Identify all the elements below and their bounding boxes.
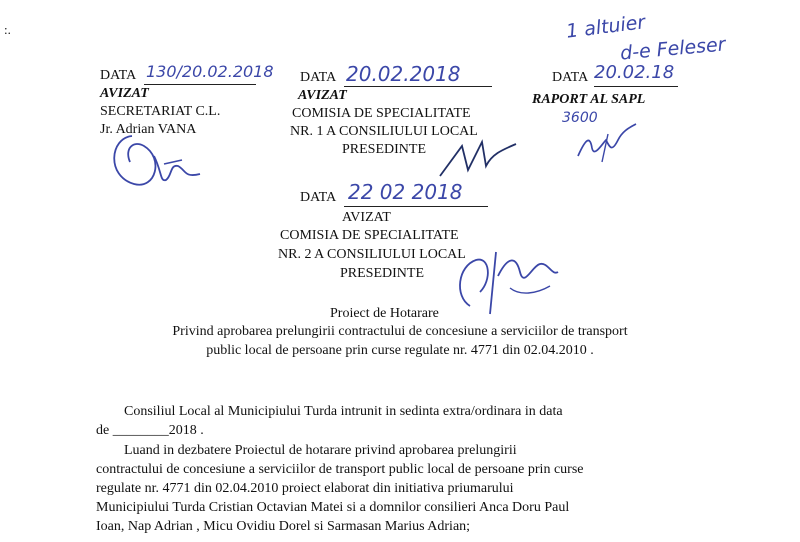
paragraph-1-line1: Consiliul Local al Municipiului Turda intrunit in sedinta extra/ordinara in data xyxy=(124,404,563,419)
signature-commission-2 xyxy=(440,236,570,316)
commission-name: COMISIA DE SPECIALITATE xyxy=(292,106,471,121)
status-avizat: AVIZAT xyxy=(342,210,391,225)
project-title: Proiect de Hotarare xyxy=(330,306,439,321)
status-avizat: AVIZAT xyxy=(100,86,149,101)
date-underline xyxy=(344,86,492,87)
paragraph-1-line2: de ________2018 . xyxy=(96,423,204,438)
handwritten-annotation-line1: 1 altuier xyxy=(564,11,647,43)
signature-secretariat xyxy=(104,128,214,194)
corner-mark: :. xyxy=(4,22,11,37)
date-label: DATA xyxy=(100,68,137,83)
date-value-handwritten: 130/20.02.2018 xyxy=(146,62,274,81)
paragraph-2-line3: regulate nr. 4771 din 02.04.2010 proiect elaborat din initiativa priumarului xyxy=(96,481,514,496)
paragraph-2-line4: Municipiului Turda Cristian Octavian Matei si a domnilor consilieri Anca Doru Paul xyxy=(96,500,570,515)
date-label: DATA xyxy=(300,190,337,205)
date-value-handwritten: 20.02.2018 xyxy=(346,62,461,86)
project-subtitle-line1: Privind aprobarea prelungirii contractului de concesiune a serviciilor de transport xyxy=(172,324,628,339)
date-label: DATA xyxy=(300,70,337,85)
date-underline xyxy=(144,84,256,85)
person-name: Jr. Adrian VANA xyxy=(100,122,197,137)
paragraph-2-line2: contractului de concesiune a serviciilor de transport public local de persoane prin curse xyxy=(96,462,584,477)
paragraph-2-line1: Luand in dezbatere Proiectul de hotarare privind aprobarea prelungirii xyxy=(124,443,517,458)
commission-name: COMISIA DE SPECIALITATE xyxy=(280,228,459,243)
handwritten-number: 3600 xyxy=(562,110,598,126)
signature-commission-1 xyxy=(432,136,522,184)
commission-council: NR. 1 A CONSILIULUI LOCAL xyxy=(290,124,478,139)
commission-council: NR. 2 A CONSILIULUI LOCAL xyxy=(278,247,466,262)
paragraph-2-line5: Ioan, Nap Adrian , Micu Ovidiu Dorel si Sarmasan Marius Adrian; xyxy=(96,519,471,534)
commission-president: PRESEDINTE xyxy=(340,266,424,281)
date-label: DATA xyxy=(552,70,589,85)
date-value-handwritten: 22 02 2018 xyxy=(348,180,463,204)
handwritten-annotation-line2: d-e Feleser xyxy=(619,33,727,65)
department-name: SECRETARIAT C.L. xyxy=(100,104,221,119)
date-underline xyxy=(594,86,678,87)
date-value-handwritten: 20.02.18 xyxy=(594,62,675,83)
date-underline xyxy=(344,206,488,207)
project-subtitle-line2: public local de persoane prin curse regulate nr. 4771 din 02.04.2010 . xyxy=(206,343,594,358)
commission-president: PRESEDINTE xyxy=(342,142,426,157)
status-avizat: AVIZAT xyxy=(298,88,347,103)
report-title: RAPORT AL SAPL xyxy=(532,92,646,107)
signature-sapl xyxy=(572,118,642,168)
